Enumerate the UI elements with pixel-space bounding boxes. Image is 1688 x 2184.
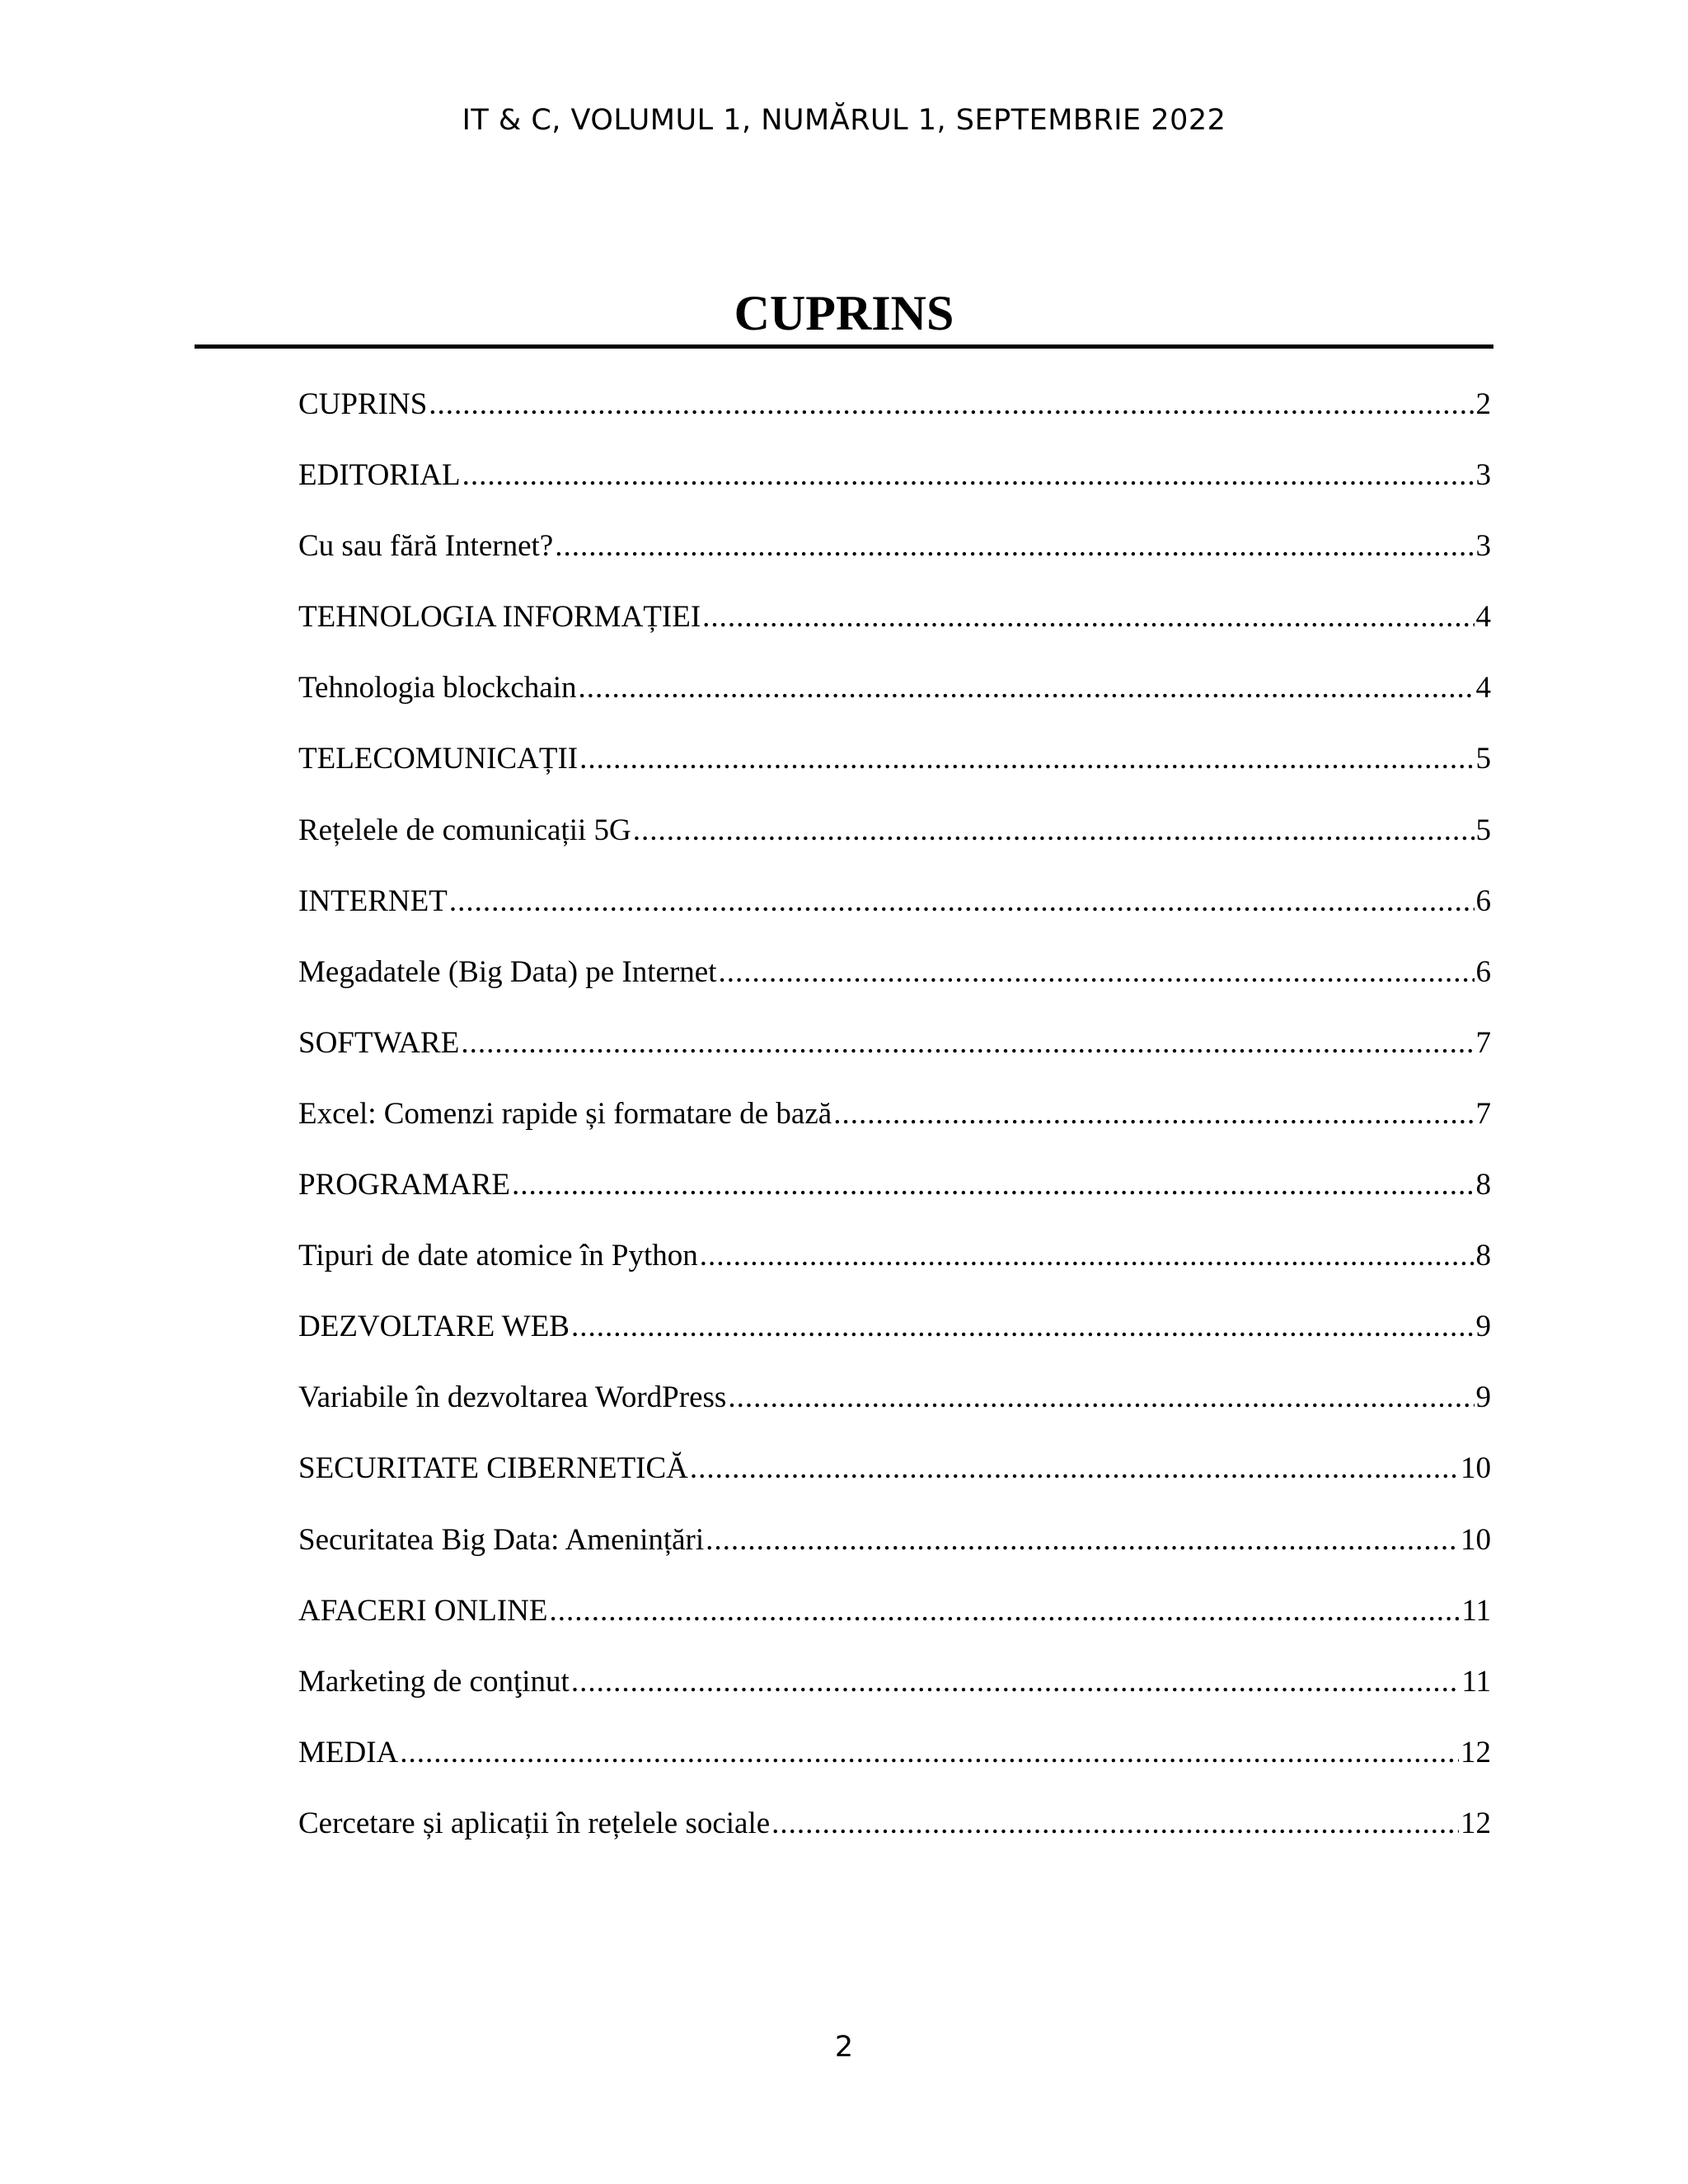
toc-entry[interactable] [298,665,1491,736]
toc-entry-title: SECURITATE CIBERNETICĂ [298,1451,688,1486]
dot-leader [461,1020,1474,1066]
toc-entry-title: CUPRINS [298,387,428,421]
table-of-contents [298,382,1491,1872]
dot-leader [771,1801,1459,1847]
toc-entry-page: 9 [1475,1310,1491,1344]
toc-entry[interactable] [298,879,1491,949]
dot-leader [728,1375,1474,1421]
toc-entry-title: AFACERI ONLINE [298,1593,548,1628]
dot-leader [550,1588,1461,1634]
toc-entry[interactable] [298,1162,1491,1233]
dot-leader [700,1233,1475,1279]
toc-entry-title: Tehnologia blockchain [298,671,577,705]
toc-entry[interactable] [298,1659,1491,1730]
dot-leader [702,594,1474,640]
toc-entry-title: Excel: Comenzi rapide și formatare de bază [298,1096,832,1131]
toc-entry-title: EDITORIAL [298,458,461,493]
toc-entry-page: 7 [1475,1096,1491,1131]
toc-entry-page: 5 [1475,742,1491,776]
toc-entry[interactable] [298,1517,1491,1588]
toc-entry-page: 6 [1475,954,1491,989]
toc-entry[interactable] [298,523,1491,594]
toc-entry[interactable] [298,1091,1491,1162]
toc-entry-page: 5 [1475,813,1491,847]
toc-entry[interactable] [298,1375,1491,1446]
toc-entry[interactable] [298,736,1491,807]
toc-entry[interactable] [298,1304,1491,1375]
toc-entry-title: Tipuri de date atomice în Python [298,1239,698,1273]
toc-entry-page: 9 [1475,1380,1491,1415]
toc-entry-page: 10 [1461,1522,1491,1557]
toc-entry-title: PROGRAMARE [298,1168,510,1202]
page-number: 2 [834,2031,854,2064]
toc-entry-page: 7 [1475,1025,1491,1060]
toc-entry[interactable] [298,949,1491,1020]
dot-leader [429,382,1474,428]
toc-entry[interactable] [298,594,1491,665]
toc-entry-title: Securitatea Big Data: Amenințări [298,1522,705,1557]
toc-entry-page: 12 [1461,1735,1491,1769]
dot-leader [571,1659,1461,1705]
toc-entry-title: TEHNOLOGIA INFORMAȚIEI [298,600,701,635]
toc-entry-page: 3 [1475,458,1491,493]
dot-leader [512,1162,1475,1208]
toc-entry-page: 3 [1475,529,1491,564]
toc-entry[interactable] [298,1588,1491,1659]
dot-leader [555,523,1474,569]
toc-entry-title: Cu sau fără Internet? [298,529,554,564]
toc-entry-page: 2 [1475,387,1491,421]
toc-entry[interactable] [298,1730,1491,1801]
toc-entry-title: INTERNET [298,883,448,918]
dot-leader [833,1091,1474,1137]
toc-entry-page: 11 [1461,1664,1491,1699]
toc-entry-title: DEZVOLTARE WEB [298,1310,570,1344]
toc-entry-page: 10 [1461,1451,1491,1486]
dot-leader [633,808,1475,854]
toc-title: CUPRINS [734,286,954,340]
toc-entry[interactable] [298,808,1491,879]
dot-leader [462,452,1475,499]
title-rule [195,344,1493,349]
toc-entry-title: Variabile în dezvoltarea WordPress [298,1380,727,1415]
toc-entry[interactable] [298,1446,1491,1516]
toc-entry[interactable] [298,382,1491,452]
dot-leader [579,665,1475,711]
dot-leader [571,1304,1475,1350]
toc-entry-title: Rețelele de comunicații 5G [298,813,631,847]
dot-leader [449,879,1475,925]
toc-entry[interactable] [298,1020,1491,1091]
toc-entry-title: Marketing de conţinut [298,1664,570,1699]
toc-entry[interactable] [298,452,1491,523]
toc-entry-title: MEDIA [298,1735,399,1769]
dot-leader [719,949,1475,996]
toc-entry-page: 4 [1475,600,1491,635]
toc-entry-title: TELECOMUNICAȚII [298,742,579,776]
toc-entry-title: Megadatele (Big Data) pe Internet [298,954,717,989]
toc-entry-title: SOFTWARE [298,1025,460,1060]
toc-entry-title: Cercetare și aplicații în rețelele sociale [298,1806,771,1840]
dot-leader [690,1446,1459,1492]
toc-entry-page: 11 [1461,1593,1491,1628]
dot-leader [706,1517,1459,1563]
toc-entry-page: 4 [1475,671,1491,705]
toc-entry-page: 8 [1475,1168,1491,1202]
dot-leader [400,1730,1459,1776]
toc-entry-page: 8 [1475,1239,1491,1273]
toc-entry-page: 12 [1461,1806,1491,1840]
dot-leader [579,736,1474,782]
toc-entry[interactable] [298,1801,1491,1872]
toc-entry[interactable] [298,1233,1491,1304]
toc-entry-page: 6 [1475,883,1491,918]
running-header: IT & C, VOLUMUL 1, NUMĂRUL 1, SEPTEMBRIE 2022 [462,104,1226,137]
